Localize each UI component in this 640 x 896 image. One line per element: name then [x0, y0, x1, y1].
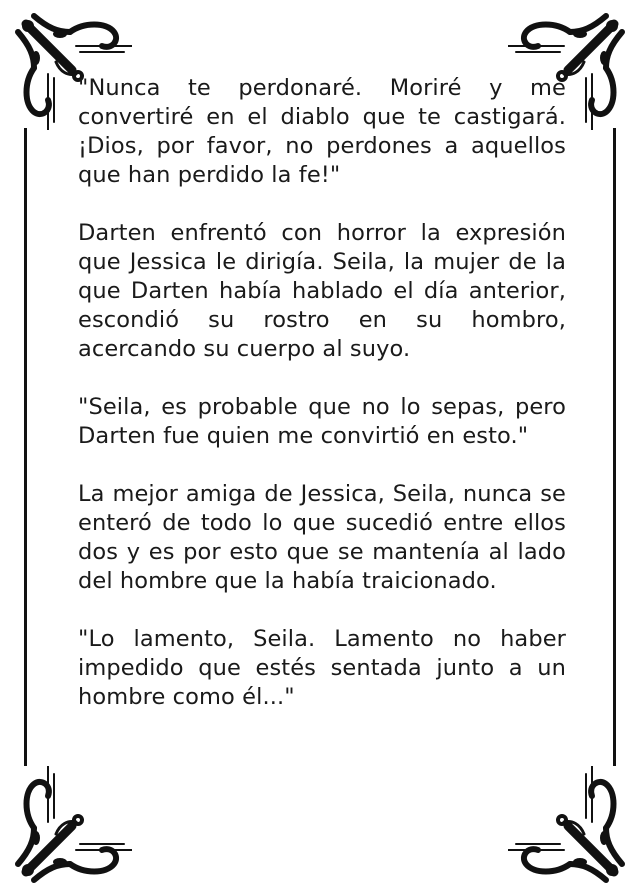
paragraph: La mejor amiga de Jessica, Seila, nunca se enteró de todo lo que sucedió entre ellos dos y es por esto que se mantenía al lado del hombre que la había traicionado. — [78, 481, 566, 594]
paragraph: "Nunca te perdonaré. Moriré y me convertiré en el diablo que te castigará. ¡Dios, por favor, no perdones a aquellos que han perdido la fe!" — [78, 75, 566, 188]
corner-ornament-bottom-left-icon — [14, 766, 132, 884]
frame-left-border — [24, 128, 27, 766]
story-text — [78, 74, 566, 741]
paragraph: "Lo lamento, Seila. Lamento no haber impedido que estés sentada junto a un hombre como él..." — [78, 626, 566, 710]
paragraph: Darten enfrentó con horror la expresión que Jessica le dirigía. Seila, la mujer de la que Darten había hablado el día anterior, escondió su rostro en su hombro, acercando su cuerpo al suyo. — [78, 220, 566, 362]
paragraph: "Seila, es probable que no lo sepas, pero Darten fue quien me convirtió en esto." — [78, 394, 566, 449]
corner-ornament-bottom-right-icon — [508, 766, 626, 884]
frame-right-border — [613, 128, 616, 766]
